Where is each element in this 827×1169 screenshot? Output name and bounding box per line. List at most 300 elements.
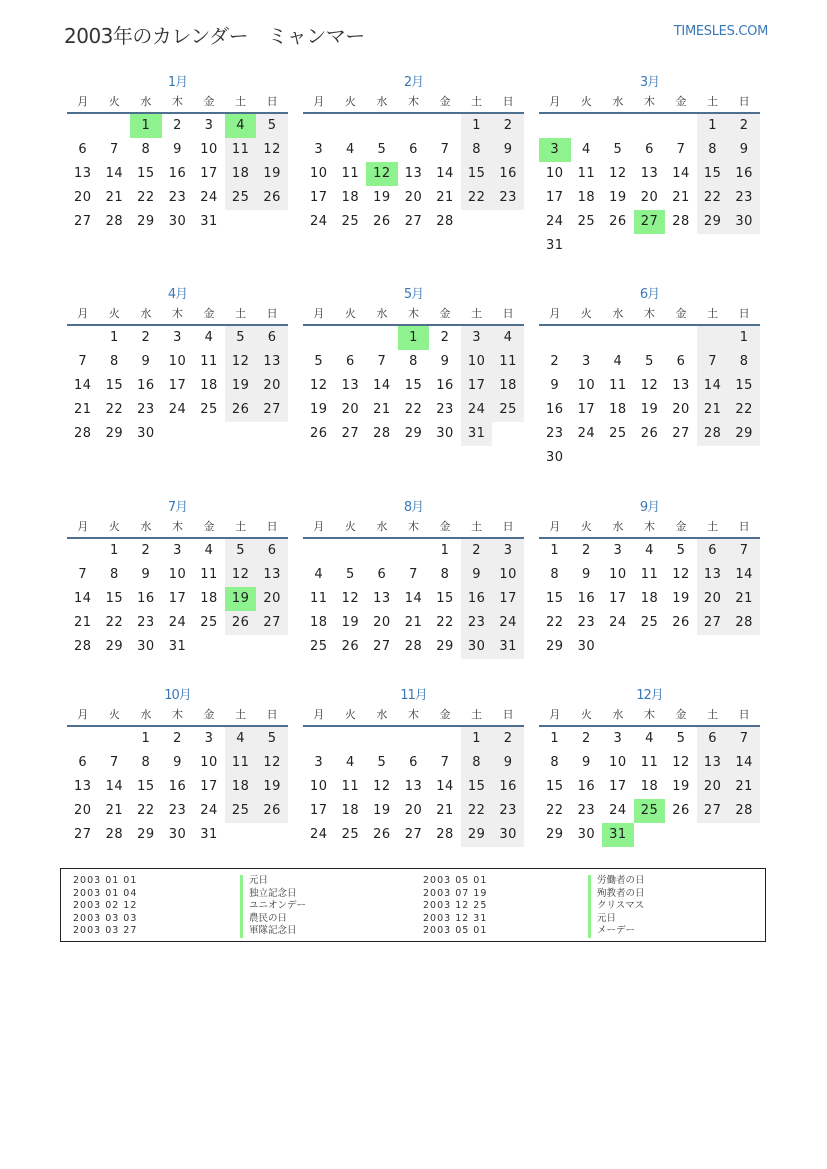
day-cell[interactable]: 5	[613, 142, 623, 157]
day-cell[interactable]: 6	[645, 142, 654, 157]
day-cell[interactable]: 30	[577, 639, 596, 654]
day-cell[interactable]: 13	[74, 166, 92, 181]
day-cell[interactable]: 26	[672, 803, 690, 818]
day-cell[interactable]: 8	[697, 138, 729, 162]
day-cell[interactable]: 27	[341, 426, 360, 441]
day-cell[interactable]: 10	[310, 166, 328, 181]
day-cell[interactable]: 10	[200, 755, 218, 770]
day-cell[interactable]: 6	[377, 567, 387, 582]
day-cell[interactable]: 3	[314, 142, 324, 157]
day-cell[interactable]: 12	[310, 378, 328, 393]
day-cell[interactable]: 8	[109, 567, 119, 582]
day-cell[interactable]: 29	[546, 639, 564, 654]
day-cell[interactable]: 3	[461, 326, 493, 350]
day-cell[interactable]: 24	[168, 615, 187, 630]
day-cell[interactable]: 29	[105, 426, 124, 441]
day-cell[interactable]: 1	[461, 114, 493, 138]
day-cell[interactable]: 19	[672, 779, 690, 794]
day-cell[interactable]: 9	[440, 354, 450, 369]
day-cell[interactable]: 4	[225, 727, 257, 751]
day-cell[interactable]: 16	[137, 378, 155, 393]
day-cell[interactable]: 25	[492, 398, 524, 422]
day-cell[interactable]: 24	[168, 402, 187, 417]
day-cell[interactable]: 27	[404, 214, 423, 229]
day-cell[interactable]: 19	[256, 775, 288, 799]
day-cell[interactable]: 28	[672, 214, 690, 229]
day-cell[interactable]: 18	[640, 591, 659, 606]
day-cell[interactable]: 4	[345, 755, 355, 770]
day-cell[interactable]: 16	[577, 591, 596, 606]
day-cell[interactable]: 21	[74, 615, 92, 630]
day-cell[interactable]: 13	[640, 166, 659, 181]
day-cell[interactable]: 12	[225, 563, 257, 587]
day-cell[interactable]: 21	[105, 803, 124, 818]
day-cell[interactable]: 24	[200, 803, 218, 818]
day-cell[interactable]: 11	[341, 779, 360, 794]
day-cell[interactable]: 28	[74, 639, 92, 654]
day-cell[interactable]: 11	[640, 567, 659, 582]
day-cell[interactable]: 21	[672, 190, 690, 205]
day-cell[interactable]: 5	[377, 142, 387, 157]
day-cell[interactable]: 22	[697, 186, 729, 210]
day-cell[interactable]: 1	[398, 326, 430, 350]
day-cell[interactable]: 27	[74, 214, 92, 229]
day-cell[interactable]: 3	[492, 539, 524, 563]
day-cell[interactable]: 4	[492, 326, 524, 350]
day-cell[interactable]: 1	[141, 731, 151, 746]
day-cell[interactable]: 24	[200, 190, 218, 205]
day-cell[interactable]: 23	[168, 803, 187, 818]
day-cell[interactable]: 28	[436, 214, 454, 229]
day-cell[interactable]: 20	[341, 402, 360, 417]
day-cell[interactable]: 9	[550, 378, 560, 393]
day-cell[interactable]: 24	[609, 615, 627, 630]
day-cell[interactable]: 2	[581, 731, 591, 746]
day-cell[interactable]: 27	[256, 398, 288, 422]
day-cell[interactable]: 11	[492, 350, 524, 374]
day-cell[interactable]: 19	[373, 190, 391, 205]
day-cell[interactable]: 7	[676, 142, 686, 157]
day-cell[interactable]: 28	[728, 611, 760, 635]
day-cell[interactable]: 9	[581, 755, 591, 770]
day-cell[interactable]: 14	[672, 166, 690, 181]
day-cell[interactable]: 7	[109, 755, 119, 770]
day-cell[interactable]: 19	[672, 591, 690, 606]
day-cell[interactable]: 28	[404, 639, 423, 654]
day-cell[interactable]: 6	[256, 326, 288, 350]
day-cell[interactable]: 2	[492, 114, 524, 138]
day-cell[interactable]: 10	[168, 354, 187, 369]
day-cell[interactable]: 27	[672, 426, 690, 441]
day-cell[interactable]: 11	[609, 378, 627, 393]
day-cell[interactable]: 7	[109, 142, 119, 157]
day-cell[interactable]: 26	[609, 214, 627, 229]
day-cell[interactable]: 23	[728, 186, 760, 210]
day-cell[interactable]: 8	[109, 354, 119, 369]
day-cell[interactable]: 14	[373, 378, 391, 393]
day-cell[interactable]: 25	[577, 214, 596, 229]
day-cell[interactable]: 29	[404, 426, 423, 441]
day-cell[interactable]: 2	[461, 539, 493, 563]
day-cell[interactable]: 20	[404, 190, 423, 205]
day-cell[interactable]: 22	[404, 402, 423, 417]
day-cell[interactable]: 18	[577, 190, 596, 205]
day-cell[interactable]: 9	[461, 563, 493, 587]
day-cell[interactable]: 7	[78, 567, 88, 582]
day-cell[interactable]: 26	[373, 827, 391, 842]
day-cell[interactable]: 6	[697, 539, 729, 563]
day-cell[interactable]: 6	[256, 539, 288, 563]
brand-logo[interactable]: TIMESLES.COM	[673, 24, 768, 39]
day-cell[interactable]: 19	[609, 190, 627, 205]
day-cell[interactable]: 4	[314, 567, 324, 582]
day-cell[interactable]: 20	[404, 803, 423, 818]
day-cell[interactable]: 9	[492, 751, 524, 775]
day-cell[interactable]: 23	[137, 402, 155, 417]
day-cell[interactable]: 18	[225, 162, 257, 186]
day-cell[interactable]: 31	[200, 827, 218, 842]
day-cell[interactable]: 25	[225, 186, 257, 210]
day-cell[interactable]: 11	[200, 567, 218, 582]
day-cell[interactable]: 6	[697, 727, 729, 751]
day-cell[interactable]: 25	[310, 639, 328, 654]
day-cell[interactable]: 24	[310, 214, 328, 229]
day-cell[interactable]: 15	[728, 374, 760, 398]
day-cell[interactable]: 4	[345, 142, 355, 157]
day-cell[interactable]: 21	[74, 402, 92, 417]
day-cell[interactable]: 18	[225, 775, 257, 799]
day-cell[interactable]: 17	[492, 587, 524, 611]
day-cell[interactable]: 12	[672, 755, 690, 770]
day-cell[interactable]: 23	[492, 799, 524, 823]
day-cell[interactable]: 14	[105, 166, 124, 181]
day-cell[interactable]: 4	[225, 114, 257, 138]
day-cell[interactable]: 27	[74, 827, 92, 842]
day-cell[interactable]: 15	[404, 378, 423, 393]
day-cell[interactable]: 22	[546, 803, 564, 818]
day-cell[interactable]: 29	[546, 827, 564, 842]
day-cell[interactable]: 4	[204, 330, 214, 345]
day-cell[interactable]: 12	[672, 567, 690, 582]
day-cell[interactable]: 13	[373, 591, 391, 606]
day-cell[interactable]: 14	[728, 563, 760, 587]
day-cell[interactable]: 27	[697, 611, 729, 635]
day-cell[interactable]: 21	[436, 803, 454, 818]
day-cell[interactable]: 25	[200, 402, 218, 417]
day-cell[interactable]: 1	[130, 114, 162, 138]
day-cell[interactable]: 13	[256, 563, 288, 587]
day-cell[interactable]: 4	[204, 543, 214, 558]
day-cell[interactable]: 5	[225, 326, 257, 350]
day-cell[interactable]: 21	[728, 775, 760, 799]
day-cell[interactable]: 18	[310, 615, 328, 630]
day-cell[interactable]: 26	[373, 214, 391, 229]
day-cell[interactable]: 22	[137, 190, 155, 205]
day-cell[interactable]: 23	[492, 186, 524, 210]
day-cell[interactable]: 11	[640, 755, 659, 770]
day-cell[interactable]: 3	[173, 330, 182, 345]
day-cell[interactable]: 29	[728, 422, 760, 446]
day-cell[interactable]: 1	[440, 543, 450, 558]
day-cell[interactable]: 17	[200, 779, 218, 794]
day-cell[interactable]: 16	[168, 779, 187, 794]
day-cell[interactable]: 14	[105, 779, 124, 794]
day-cell[interactable]: 22	[728, 398, 760, 422]
day-cell[interactable]: 3	[204, 118, 214, 133]
day-cell[interactable]: 15	[137, 779, 155, 794]
day-cell[interactable]: 7	[440, 142, 450, 157]
day-cell[interactable]: 30	[436, 426, 454, 441]
day-cell[interactable]: 6	[78, 142, 88, 157]
day-cell[interactable]: 17	[546, 190, 564, 205]
day-cell[interactable]: 18	[640, 779, 659, 794]
day-cell[interactable]: 9	[141, 567, 151, 582]
day-cell[interactable]: 27	[697, 799, 729, 823]
day-cell[interactable]: 1	[461, 727, 493, 751]
day-cell[interactable]: 21	[697, 398, 729, 422]
day-cell[interactable]: 7	[728, 539, 760, 563]
day-cell[interactable]: 20	[74, 190, 92, 205]
day-cell[interactable]: 22	[105, 402, 124, 417]
day-cell[interactable]: 29	[137, 827, 155, 842]
day-cell[interactable]: 30	[577, 827, 596, 842]
day-cell[interactable]: 21	[404, 615, 423, 630]
day-cell[interactable]: 22	[546, 615, 564, 630]
day-cell[interactable]: 27	[634, 210, 666, 234]
day-cell[interactable]: 8	[440, 567, 450, 582]
day-cell[interactable]: 31	[200, 214, 218, 229]
day-cell[interactable]: 14	[697, 374, 729, 398]
day-cell[interactable]: 22	[461, 186, 493, 210]
day-cell[interactable]: 2	[581, 543, 591, 558]
day-cell[interactable]: 9	[173, 755, 182, 770]
day-cell[interactable]: 23	[577, 615, 596, 630]
day-cell[interactable]: 25	[200, 615, 218, 630]
day-cell[interactable]: 9	[581, 567, 591, 582]
day-cell[interactable]: 15	[546, 591, 564, 606]
day-cell[interactable]: 15	[105, 591, 124, 606]
day-cell[interactable]: 31	[602, 823, 634, 847]
day-cell[interactable]: 21	[105, 190, 124, 205]
day-cell[interactable]: 2	[550, 354, 560, 369]
day-cell[interactable]: 14	[436, 166, 454, 181]
day-cell[interactable]: 31	[461, 422, 493, 446]
day-cell[interactable]: 8	[141, 755, 151, 770]
day-cell[interactable]: 12	[373, 779, 391, 794]
day-cell[interactable]: 11	[225, 751, 257, 775]
day-cell[interactable]: 16	[492, 775, 524, 799]
day-cell[interactable]: 14	[436, 779, 454, 794]
day-cell[interactable]: 20	[256, 587, 288, 611]
day-cell[interactable]: 19	[310, 402, 328, 417]
day-cell[interactable]: 14	[74, 378, 92, 393]
day-cell[interactable]: 9	[492, 138, 524, 162]
day-cell[interactable]: 13	[697, 751, 729, 775]
day-cell[interactable]: 6	[409, 142, 418, 157]
day-cell[interactable]: 14	[728, 751, 760, 775]
day-cell[interactable]: 27	[373, 639, 391, 654]
day-cell[interactable]: 11	[310, 591, 328, 606]
day-cell[interactable]: 6	[345, 354, 355, 369]
day-cell[interactable]: 19	[225, 374, 257, 398]
day-cell[interactable]: 10	[492, 563, 524, 587]
day-cell[interactable]: 17	[609, 779, 627, 794]
day-cell[interactable]: 30	[168, 827, 187, 842]
day-cell[interactable]: 10	[609, 755, 627, 770]
day-cell[interactable]: 15	[461, 775, 493, 799]
day-cell[interactable]: 23	[461, 611, 493, 635]
day-cell[interactable]: 20	[697, 587, 729, 611]
day-cell[interactable]: 14	[74, 591, 92, 606]
day-cell[interactable]: 8	[461, 138, 493, 162]
day-cell[interactable]: 25	[341, 214, 360, 229]
day-cell[interactable]: 17	[168, 591, 187, 606]
day-cell[interactable]: 16	[728, 162, 760, 186]
day-cell[interactable]: 16	[137, 591, 155, 606]
day-cell[interactable]: 19	[640, 402, 659, 417]
day-cell[interactable]: 13	[404, 166, 423, 181]
day-cell[interactable]: 2	[492, 727, 524, 751]
day-cell[interactable]: 13	[672, 378, 690, 393]
day-cell[interactable]: 13	[341, 378, 360, 393]
day-cell[interactable]: 28	[436, 827, 454, 842]
day-cell[interactable]: 22	[105, 615, 124, 630]
day-cell[interactable]: 7	[78, 354, 88, 369]
day-cell[interactable]: 17	[609, 591, 627, 606]
day-cell[interactable]: 3	[613, 731, 623, 746]
day-cell[interactable]: 9	[173, 142, 182, 157]
day-cell[interactable]: 8	[550, 755, 560, 770]
day-cell[interactable]: 31	[168, 639, 187, 654]
day-cell[interactable]: 31	[546, 238, 564, 253]
day-cell[interactable]: 17	[200, 166, 218, 181]
day-cell[interactable]: 23	[168, 190, 187, 205]
day-cell[interactable]: 29	[105, 639, 124, 654]
day-cell[interactable]: 30	[137, 639, 155, 654]
day-cell[interactable]: 29	[137, 214, 155, 229]
day-cell[interactable]: 3	[581, 354, 591, 369]
day-cell[interactable]: 17	[461, 374, 493, 398]
day-cell[interactable]: 27	[404, 827, 423, 842]
day-cell[interactable]: 9	[728, 138, 760, 162]
day-cell[interactable]: 28	[697, 422, 729, 446]
day-cell[interactable]: 3	[204, 731, 214, 746]
day-cell[interactable]: 6	[409, 755, 418, 770]
day-cell[interactable]: 20	[640, 190, 659, 205]
day-cell[interactable]: 26	[640, 426, 659, 441]
day-cell[interactable]: 28	[728, 799, 760, 823]
day-cell[interactable]: 12	[366, 162, 398, 186]
day-cell[interactable]: 3	[173, 543, 182, 558]
day-cell[interactable]: 10	[200, 142, 218, 157]
day-cell[interactable]: 21	[728, 587, 760, 611]
day-cell[interactable]: 17	[310, 190, 328, 205]
day-cell[interactable]: 10	[168, 567, 187, 582]
day-cell[interactable]: 30	[137, 426, 155, 441]
day-cell[interactable]: 1	[109, 543, 119, 558]
day-cell[interactable]: 1	[109, 330, 119, 345]
day-cell[interactable]: 26	[310, 426, 328, 441]
day-cell[interactable]: 26	[256, 799, 288, 823]
day-cell[interactable]: 25	[640, 615, 659, 630]
day-cell[interactable]: 1	[697, 114, 729, 138]
day-cell[interactable]: 1	[550, 543, 560, 558]
day-cell[interactable]: 28	[105, 827, 124, 842]
day-cell[interactable]: 18	[341, 803, 360, 818]
day-cell[interactable]: 4	[613, 354, 623, 369]
day-cell[interactable]: 23	[137, 615, 155, 630]
day-cell[interactable]: 20	[672, 402, 690, 417]
day-cell[interactable]: 25	[609, 426, 627, 441]
day-cell[interactable]: 13	[404, 779, 423, 794]
day-cell[interactable]: 28	[373, 426, 391, 441]
day-cell[interactable]: 19	[225, 587, 257, 611]
day-cell[interactable]: 29	[697, 210, 729, 234]
day-cell[interactable]: 3	[314, 755, 324, 770]
day-cell[interactable]: 27	[256, 611, 288, 635]
day-cell[interactable]: 25	[225, 799, 257, 823]
day-cell[interactable]: 16	[577, 779, 596, 794]
day-cell[interactable]: 26	[341, 639, 360, 654]
day-cell[interactable]: 30	[492, 823, 524, 847]
day-cell[interactable]: 5	[345, 567, 355, 582]
day-cell[interactable]: 31	[492, 635, 524, 659]
day-cell[interactable]: 20	[74, 803, 92, 818]
day-cell[interactable]: 10	[461, 350, 493, 374]
day-cell[interactable]: 15	[546, 779, 564, 794]
day-cell[interactable]: 28	[105, 214, 124, 229]
day-cell[interactable]: 13	[74, 779, 92, 794]
day-cell[interactable]: 1	[728, 326, 760, 350]
day-cell[interactable]: 5	[676, 543, 686, 558]
day-cell[interactable]: 3	[613, 543, 623, 558]
day-cell[interactable]: 12	[640, 378, 659, 393]
day-cell[interactable]: 2	[728, 114, 760, 138]
day-cell[interactable]: 7	[409, 567, 418, 582]
day-cell[interactable]: 24	[577, 426, 596, 441]
day-cell[interactable]: 16	[546, 402, 564, 417]
day-cell[interactable]: 5	[314, 354, 324, 369]
day-cell[interactable]: 21	[436, 190, 454, 205]
day-cell[interactable]: 4	[645, 543, 654, 558]
day-cell[interactable]: 16	[436, 378, 454, 393]
day-cell[interactable]: 10	[577, 378, 596, 393]
day-cell[interactable]: 16	[461, 587, 493, 611]
day-cell[interactable]: 13	[697, 563, 729, 587]
day-cell[interactable]: 15	[137, 166, 155, 181]
day-cell[interactable]: 24	[492, 611, 524, 635]
day-cell[interactable]: 8	[141, 142, 151, 157]
day-cell[interactable]: 11	[577, 166, 596, 181]
day-cell[interactable]: 20	[697, 775, 729, 799]
day-cell[interactable]: 2	[173, 118, 182, 133]
day-cell[interactable]: 12	[225, 350, 257, 374]
day-cell[interactable]: 26	[225, 398, 257, 422]
day-cell[interactable]: 18	[200, 378, 218, 393]
day-cell[interactable]: 25	[634, 799, 666, 823]
day-cell[interactable]: 5	[676, 731, 686, 746]
day-cell[interactable]: 17	[577, 402, 596, 417]
day-cell[interactable]: 26	[225, 611, 257, 635]
day-cell[interactable]: 7	[377, 354, 387, 369]
day-cell[interactable]: 8	[550, 567, 560, 582]
day-cell[interactable]: 5	[645, 354, 654, 369]
day-cell[interactable]: 16	[492, 162, 524, 186]
day-cell[interactable]: 11	[225, 138, 257, 162]
day-cell[interactable]: 24	[546, 214, 564, 229]
day-cell[interactable]: 5	[256, 114, 288, 138]
day-cell[interactable]: 24	[609, 803, 627, 818]
